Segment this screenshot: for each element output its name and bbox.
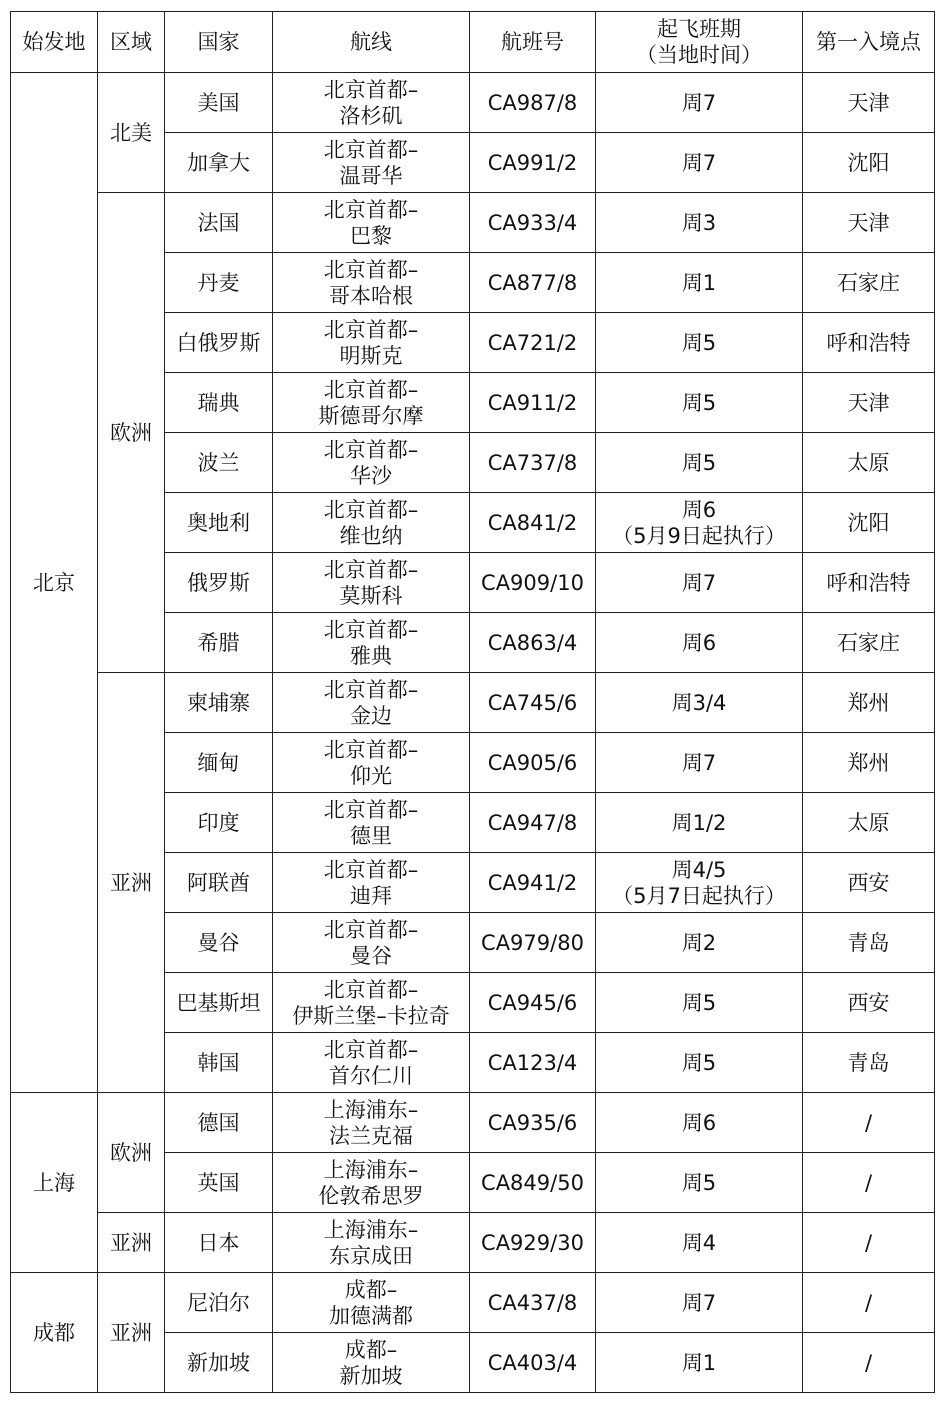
entry-point-cell: 太原 xyxy=(803,433,935,493)
schedule-cell-line1: 周6 xyxy=(681,497,717,522)
route-cell-line2: 曼谷 xyxy=(350,943,392,968)
schedule-cell-line1: 周6 xyxy=(681,1110,717,1135)
table-row xyxy=(11,1093,935,1153)
route-cell-line1: 北京首都– xyxy=(323,617,419,642)
route-cell-line1: 北京首都– xyxy=(323,137,419,162)
schedule-cell xyxy=(596,913,803,973)
route-cell xyxy=(273,1273,470,1333)
header-first-entry-point: 第一入境点 xyxy=(803,12,935,73)
table-row xyxy=(11,1273,935,1333)
route-cell xyxy=(273,1153,470,1213)
table-row xyxy=(11,193,935,253)
region-cell: 欧洲 xyxy=(98,1093,165,1213)
country-cell: 波兰 xyxy=(165,433,273,493)
entry-point-cell: 天津 xyxy=(803,193,935,253)
schedule-cell-line1: 周1 xyxy=(681,1350,717,1375)
header-departure-schedule xyxy=(596,12,803,73)
schedule-cell-line1: 周7 xyxy=(681,1290,717,1315)
route-cell xyxy=(273,73,470,133)
route-cell xyxy=(273,373,470,433)
schedule-cell-line1: 周4 xyxy=(681,1230,717,1255)
entry-point-cell: 天津 xyxy=(803,373,935,433)
entry-point-cell: 石家庄 xyxy=(803,613,935,673)
route-cell xyxy=(273,313,470,373)
route-cell-line1: 北京首都– xyxy=(323,677,419,702)
entry-point-cell: 石家庄 xyxy=(803,253,935,313)
country-cell: 丹麦 xyxy=(165,253,273,313)
region-cell: 欧洲 xyxy=(98,193,165,673)
entry-point-cell: / xyxy=(803,1273,935,1333)
country-cell: 希腊 xyxy=(165,613,273,673)
table-row xyxy=(11,73,935,133)
entry-point-cell: 沈阳 xyxy=(803,133,935,193)
country-cell: 美国 xyxy=(165,73,273,133)
route-cell xyxy=(273,553,470,613)
entry-point-cell: 太原 xyxy=(803,793,935,853)
country-cell: 韩国 xyxy=(165,1033,273,1093)
header-origin: 始发地 xyxy=(11,12,98,73)
entry-point-cell: / xyxy=(803,1153,935,1213)
schedule-cell-line2: （5月9日起执行） xyxy=(612,523,786,548)
route-cell-line1: 北京首都– xyxy=(323,317,419,342)
route-cell-line1: 北京首都– xyxy=(323,557,419,582)
schedule-cell-line1: 周5 xyxy=(681,1170,717,1195)
header-country: 国家 xyxy=(165,12,273,73)
origin-cell: 北京 xyxy=(11,73,98,1093)
country-cell: 巴基斯坦 xyxy=(165,973,273,1033)
flight-number-cell: CA745/6 xyxy=(470,673,596,733)
schedule-cell-line1: 周7 xyxy=(681,750,717,775)
country-cell: 日本 xyxy=(165,1213,273,1273)
route-cell-line2: 加德满都 xyxy=(329,1303,413,1328)
schedule-cell xyxy=(596,253,803,313)
entry-point-cell: 呼和浩特 xyxy=(803,553,935,613)
country-cell: 英国 xyxy=(165,1153,273,1213)
table-header xyxy=(11,12,935,73)
route-cell xyxy=(273,433,470,493)
origin-cell: 上海 xyxy=(11,1093,98,1273)
schedule-cell-line2: （5月7日起执行） xyxy=(612,883,786,908)
route-cell-line2: 法兰克福 xyxy=(329,1123,413,1148)
header-flight-number: 航班号 xyxy=(470,12,596,73)
route-cell-line2: 新加坡 xyxy=(339,1363,403,1388)
schedule-cell xyxy=(596,493,803,553)
table-body xyxy=(11,73,935,1393)
entry-point-cell: / xyxy=(803,1333,935,1393)
route-cell xyxy=(273,1213,470,1273)
country-cell: 阿联酋 xyxy=(165,853,273,913)
route-cell-line1: 北京首都– xyxy=(323,197,419,222)
route-cell xyxy=(273,493,470,553)
flight-number-cell: CA437/8 xyxy=(470,1273,596,1333)
flight-number-cell: CA987/8 xyxy=(470,73,596,133)
flight-number-cell: CA737/8 xyxy=(470,433,596,493)
schedule-cell xyxy=(596,733,803,793)
route-cell xyxy=(273,673,470,733)
schedule-cell-line1: 周7 xyxy=(681,570,717,595)
route-cell-line1: 北京首都– xyxy=(323,377,419,402)
schedule-cell xyxy=(596,973,803,1033)
schedule-cell-line1: 周5 xyxy=(681,1050,717,1075)
route-cell xyxy=(273,193,470,253)
schedule-cell xyxy=(596,793,803,853)
schedule-cell-line1: 周1/2 xyxy=(671,810,727,835)
schedule-cell-line1: 周1 xyxy=(681,270,717,295)
entry-point-cell: / xyxy=(803,1213,935,1273)
schedule-cell xyxy=(596,1033,803,1093)
route-cell-line1: 北京首都– xyxy=(323,77,419,102)
country-cell: 法国 xyxy=(165,193,273,253)
schedule-cell-line1: 周3/4 xyxy=(671,690,727,715)
flight-number-cell: CA721/2 xyxy=(470,313,596,373)
entry-point-cell: 呼和浩特 xyxy=(803,313,935,373)
route-cell-line1: 北京首都– xyxy=(323,257,419,282)
route-cell xyxy=(273,733,470,793)
region-cell: 亚洲 xyxy=(98,1213,165,1273)
entry-point-cell: 西安 xyxy=(803,853,935,913)
route-cell-line1: 北京首都– xyxy=(323,857,419,882)
route-cell-line2: 东京成田 xyxy=(329,1243,413,1268)
route-cell-line2: 迪拜 xyxy=(350,883,392,908)
flight-number-cell: CA863/4 xyxy=(470,613,596,673)
flight-number-cell: CA979/80 xyxy=(470,913,596,973)
country-cell: 加拿大 xyxy=(165,133,273,193)
route-cell-line2: 伦敦希思罗 xyxy=(318,1183,424,1208)
route-cell-line1: 上海浦东– xyxy=(323,1157,419,1182)
schedule-cell xyxy=(596,613,803,673)
flight-number-cell: CA947/8 xyxy=(470,793,596,853)
route-cell-line1: 上海浦东– xyxy=(323,1097,419,1122)
route-cell-line2: 温哥华 xyxy=(339,163,403,188)
schedule-cell-line1: 周2 xyxy=(681,930,717,955)
schedule-cell-line1: 周5 xyxy=(681,990,717,1015)
entry-point-cell: 青岛 xyxy=(803,913,935,973)
route-cell-line1: 成都– xyxy=(344,1277,398,1302)
route-cell xyxy=(273,1333,470,1393)
route-cell xyxy=(273,1093,470,1153)
country-cell: 曼谷 xyxy=(165,913,273,973)
schedule-cell-line1: 周5 xyxy=(681,390,717,415)
header-departure-schedule-line2: （当地时间） xyxy=(636,43,762,67)
schedule-cell xyxy=(596,1153,803,1213)
schedule-cell-line1: 周7 xyxy=(681,150,717,175)
flight-number-cell: CA991/2 xyxy=(470,133,596,193)
schedule-cell xyxy=(596,853,803,913)
route-cell-line2: 雅典 xyxy=(350,643,392,668)
header-route: 航线 xyxy=(273,12,470,73)
flight-number-cell: CA877/8 xyxy=(470,253,596,313)
flight-number-cell: CA935/6 xyxy=(470,1093,596,1153)
schedule-cell-line1: 周4/5 xyxy=(671,857,727,882)
route-cell-line2: 伊斯兰堡–卡拉奇 xyxy=(292,1003,450,1028)
country-cell: 缅甸 xyxy=(165,733,273,793)
schedule-cell xyxy=(596,1333,803,1393)
schedule-cell-line1: 周5 xyxy=(681,330,717,355)
schedule-cell xyxy=(596,313,803,373)
flight-number-cell: CA849/50 xyxy=(470,1153,596,1213)
schedule-cell xyxy=(596,553,803,613)
country-cell: 白俄罗斯 xyxy=(165,313,273,373)
entry-point-cell: 沈阳 xyxy=(803,493,935,553)
schedule-cell xyxy=(596,193,803,253)
entry-point-cell: 西安 xyxy=(803,973,935,1033)
route-cell-line1: 北京首都– xyxy=(323,437,419,462)
flight-number-cell: CA841/2 xyxy=(470,493,596,553)
flight-number-cell: CA403/4 xyxy=(470,1333,596,1393)
header-departure-schedule-line1: 起飞班期 xyxy=(657,17,741,41)
header-region: 区域 xyxy=(98,12,165,73)
route-cell-line2: 斯德哥尔摩 xyxy=(318,403,424,428)
schedule-cell xyxy=(596,73,803,133)
flight-number-cell: CA909/10 xyxy=(470,553,596,613)
schedule-cell xyxy=(596,1093,803,1153)
route-cell xyxy=(273,973,470,1033)
route-cell-line1: 北京首都– xyxy=(323,497,419,522)
route-cell-line2: 洛杉矶 xyxy=(339,103,403,128)
entry-point-cell: 青岛 xyxy=(803,1033,935,1093)
route-cell-line2: 仰光 xyxy=(350,763,392,788)
schedule-cell-line1: 周5 xyxy=(681,450,717,475)
route-cell xyxy=(273,913,470,973)
country-cell: 柬埔寨 xyxy=(165,673,273,733)
header-row xyxy=(11,12,935,73)
entry-point-cell: 天津 xyxy=(803,73,935,133)
flight-number-cell: CA905/6 xyxy=(470,733,596,793)
table-row xyxy=(11,673,935,733)
region-cell: 北美 xyxy=(98,73,165,193)
schedule-cell xyxy=(596,433,803,493)
flight-number-cell: CA123/4 xyxy=(470,1033,596,1093)
schedule-cell xyxy=(596,373,803,433)
route-cell-line2: 明斯克 xyxy=(339,343,403,368)
flight-number-cell: CA945/6 xyxy=(470,973,596,1033)
route-cell xyxy=(273,1033,470,1093)
route-cell-line1: 北京首都– xyxy=(323,797,419,822)
flight-number-cell: CA929/30 xyxy=(470,1213,596,1273)
schedule-cell xyxy=(596,1213,803,1273)
route-cell-line2: 金边 xyxy=(350,703,392,728)
flight-number-cell: CA911/2 xyxy=(470,373,596,433)
region-cell: 亚洲 xyxy=(98,673,165,1093)
route-cell-line1: 北京首都– xyxy=(323,917,419,942)
origin-cell: 成都 xyxy=(11,1273,98,1393)
entry-point-cell: / xyxy=(803,1093,935,1153)
schedule-cell-line1: 周3 xyxy=(681,210,717,235)
route-cell-line1: 北京首都– xyxy=(323,737,419,762)
route-cell-line2: 首尔仁川 xyxy=(329,1063,413,1088)
country-cell: 尼泊尔 xyxy=(165,1273,273,1333)
region-cell: 亚洲 xyxy=(98,1273,165,1393)
route-cell-line1: 北京首都– xyxy=(323,977,419,1002)
country-cell: 新加坡 xyxy=(165,1333,273,1393)
entry-point-cell: 郑州 xyxy=(803,673,935,733)
route-cell-line2: 哥本哈根 xyxy=(329,283,413,308)
schedule-cell-line1: 周6 xyxy=(681,630,717,655)
route-cell-line2: 德里 xyxy=(350,823,392,848)
table-row xyxy=(11,1213,935,1273)
schedule-cell xyxy=(596,133,803,193)
route-cell xyxy=(273,613,470,673)
route-cell-line2: 维也纳 xyxy=(339,523,403,548)
route-cell-line2: 莫斯科 xyxy=(339,583,403,608)
schedule-cell xyxy=(596,1273,803,1333)
country-cell: 德国 xyxy=(165,1093,273,1153)
route-cell xyxy=(273,853,470,913)
route-cell-line1: 成都– xyxy=(344,1337,398,1362)
route-cell xyxy=(273,253,470,313)
route-cell xyxy=(273,793,470,853)
flight-number-cell: CA941/2 xyxy=(470,853,596,913)
country-cell: 瑞典 xyxy=(165,373,273,433)
flight-number-cell: CA933/4 xyxy=(470,193,596,253)
schedule-cell xyxy=(596,673,803,733)
country-cell: 印度 xyxy=(165,793,273,853)
route-cell-line1: 北京首都– xyxy=(323,1037,419,1062)
route-cell-line2: 巴黎 xyxy=(350,223,392,248)
country-cell: 俄罗斯 xyxy=(165,553,273,613)
entry-point-cell: 郑州 xyxy=(803,733,935,793)
schedule-cell-line1: 周7 xyxy=(681,90,717,115)
route-cell-line1: 上海浦东– xyxy=(323,1217,419,1242)
route-cell-line2: 华沙 xyxy=(350,463,392,488)
flight-schedule-table xyxy=(10,11,935,1393)
country-cell: 奥地利 xyxy=(165,493,273,553)
route-cell xyxy=(273,133,470,193)
